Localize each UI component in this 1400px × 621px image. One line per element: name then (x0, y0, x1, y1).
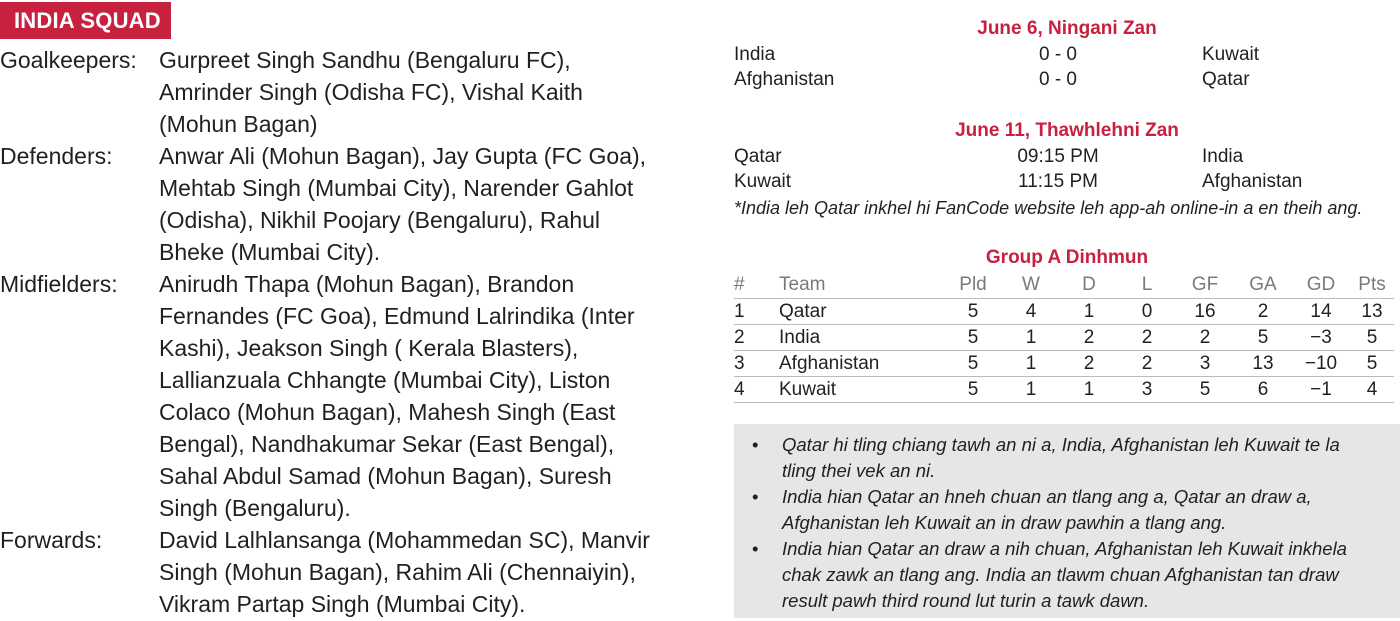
note-item (782, 432, 1380, 484)
squad-player-line: Kashi), Jeakson Singh ( Kerala Blasters), (159, 335, 579, 361)
fixture-away-team: India (1202, 146, 1244, 167)
table-cell: 5 (944, 377, 1002, 403)
fixture-home-team: Qatar (734, 146, 782, 167)
squad-player-line: Singh (Bengaluru). (159, 495, 351, 521)
table-cell: 0 (1118, 299, 1176, 325)
table-cell: −1 (1292, 377, 1350, 403)
table-row (734, 325, 1394, 351)
squad-player-line: David Lalhlansanga (Mohammedan SC), Manvir (159, 527, 650, 553)
table-cell: 1 (1002, 377, 1060, 403)
column-header: GF (1176, 272, 1234, 299)
squad-list (0, 44, 700, 620)
fixture-row (734, 170, 1400, 194)
table-cell: −3 (1292, 325, 1350, 351)
squad-player-line: Sahal Abdul Samad (Mohun Bagan), Suresh (159, 463, 612, 489)
note-line: • India hian Qatar an draw a nih chuan, Afghanistan leh Kuwait inkhela (782, 538, 1347, 559)
table-cell: 4 (1350, 377, 1394, 403)
fixture-time: 11:15 PM (1018, 171, 1098, 192)
table-cell: India (779, 325, 944, 351)
table-cell: 5 (944, 325, 1002, 351)
squad-role: Defenders: (0, 143, 113, 169)
group-standings-table (734, 272, 1394, 403)
group-table-title: Group A Dinhmun (985, 247, 1149, 268)
squad-player-line: Anirudh Thapa (Mohun Bagan), Brandon (159, 271, 575, 297)
fixture-home-team: India (734, 44, 776, 65)
squad-player-line: Bheke (Mumbai City). (159, 239, 381, 265)
squad-player-line: Mehtab Singh (Mumbai City), Narender Gahlot (159, 175, 634, 201)
table-cell: 3 (1176, 351, 1234, 377)
squad-players (159, 524, 650, 620)
note-line: Afghanistan leh Kuwait an in draw pawhin a tlang ang. (782, 512, 1227, 533)
squad-player-line: Bengal), Nandhakumar Sekar (East Bengal), (159, 431, 615, 457)
fixture-time: 09:15 PM (1017, 146, 1099, 167)
table-cell: 2 (1118, 325, 1176, 351)
column-header: # (734, 272, 779, 299)
table-cell: 5 (1176, 377, 1234, 403)
squad-player-line: Fernandes (FC Goa), Edmund Lalrindika (Inter (159, 303, 635, 329)
squad-title: INDIA SQUAD (0, 2, 171, 39)
table-cell: 1 (1002, 325, 1060, 351)
squad-role: Midfielders: (0, 271, 118, 297)
table-cell: 3 (734, 351, 779, 377)
squad-players (159, 44, 583, 140)
squad-role: Forwards: (0, 527, 103, 553)
table-cell: 6 (1234, 377, 1292, 403)
table-cell: 5 (944, 351, 1002, 377)
squad-player-line: (Mohun Bagan) (159, 111, 318, 137)
table-cell: 5 (1350, 325, 1394, 351)
fixture-away-team: Afghanistan (1202, 171, 1303, 192)
fixture-date-heading: June 11, Thawhlehni Zan (955, 120, 1179, 141)
table-cell: 4 (734, 377, 779, 403)
table-cell: −10 (1292, 351, 1350, 377)
squad-section-midfielders (0, 268, 700, 524)
column-header: L (1118, 272, 1176, 299)
table-cell: 13 (1234, 351, 1292, 377)
table-cell: 5 (944, 299, 1002, 325)
fixture-away-team: Kuwait (1202, 44, 1260, 65)
note-line: • India hian Qatar an hneh chuan an tlang ang a, Qatar an draw a, (782, 486, 1312, 507)
fixture-row (734, 68, 1400, 92)
squad-player-line: Lallianzuala Chhangte (Mumbai City), Liston (159, 367, 611, 393)
table-cell: 5 (1350, 351, 1394, 377)
fixture-score: 0 - 0 (1038, 69, 1078, 90)
note-item (782, 484, 1380, 536)
broadcast-note: *India leh Qatar inkhel hi FanCode website leh app-ah online-in a en theih ang. (734, 198, 1363, 218)
note-line: • Qatar hi tling chiang tawh an ni a, India, Afghanistan leh Kuwait te la (782, 434, 1340, 455)
column-header: Team (779, 272, 944, 299)
squad-player-line: Anwar Ali (Mohun Bagan), Jay Gupta (FC Goa), (159, 143, 647, 169)
squad-player-line: (Odisha), Nikhil Poojary (Bengaluru), Rahul (159, 207, 601, 233)
column-header: Pts (1350, 272, 1394, 299)
table-cell: 1 (1002, 351, 1060, 377)
table-cell: Kuwait (779, 377, 944, 403)
table-cell: 1 (734, 299, 779, 325)
squad-section-goalkeepers (0, 44, 700, 140)
squad-players (159, 140, 646, 268)
note-line: tling thei vek an ni. (782, 460, 936, 481)
squad-player-line: Vikram Partap Singh (Mumbai City). (159, 591, 526, 617)
table-cell: 14 (1292, 299, 1350, 325)
table-cell: 2 (1060, 325, 1118, 351)
table-cell: 2 (1060, 351, 1118, 377)
squad-player-line: Colaco (Mohun Bagan), Mahesh Singh (East (159, 399, 616, 425)
table-header-row (734, 272, 1394, 299)
fixture-away-team: Qatar (1202, 69, 1250, 90)
squad-players (159, 268, 635, 524)
table-cell: Qatar (779, 299, 944, 325)
qualification-notes (734, 424, 1400, 618)
column-header: GA (1234, 272, 1292, 299)
table-cell: 16 (1176, 299, 1234, 325)
table-cell: Afghanistan (779, 351, 944, 377)
table-cell: 2 (734, 325, 779, 351)
table-cell: 5 (1234, 325, 1292, 351)
column-header: W (1002, 272, 1060, 299)
squad-player-line: Gurpreet Singh Sandhu (Bengaluru FC), (159, 47, 571, 73)
table-cell: 1 (1060, 299, 1118, 325)
note-line: chak zawk an tlang ang. India an tlawm chuan Afghanistan tan draw (782, 564, 1339, 585)
squad-section-defenders (0, 140, 700, 268)
fixture-row (734, 145, 1400, 169)
table-cell: 3 (1118, 377, 1176, 403)
table-row (734, 299, 1394, 325)
column-header: D (1060, 272, 1118, 299)
column-header: GD (1292, 272, 1350, 299)
note-item (782, 536, 1380, 614)
squad-section-forwards (0, 524, 700, 620)
table-cell: 13 (1350, 299, 1394, 325)
fixture-row (734, 43, 1400, 67)
fixture-date-heading: June 6, Ningani Zan (977, 18, 1157, 39)
table-cell: 2 (1234, 299, 1292, 325)
squad-player-line: Amrinder Singh (Odisha FC), Vishal Kaith (159, 79, 583, 105)
fixture-score: 0 - 0 (1038, 44, 1078, 65)
table-cell: 1 (1060, 377, 1118, 403)
note-line: result pawh third round lut turin a tawk dawn. (782, 590, 1150, 611)
table-cell: 2 (1118, 351, 1176, 377)
table-cell: 2 (1176, 325, 1234, 351)
fixture-home-team: Afghanistan (734, 69, 835, 90)
squad-role: Goalkeepers: (0, 47, 137, 73)
table-row (734, 377, 1394, 403)
squad-player-line: Singh (Mohun Bagan), Rahim Ali (Chennaiyin), (159, 559, 636, 585)
table-cell: 4 (1002, 299, 1060, 325)
fixture-home-team: Kuwait (734, 171, 792, 192)
table-row (734, 351, 1394, 377)
column-header: Pld (944, 272, 1002, 299)
